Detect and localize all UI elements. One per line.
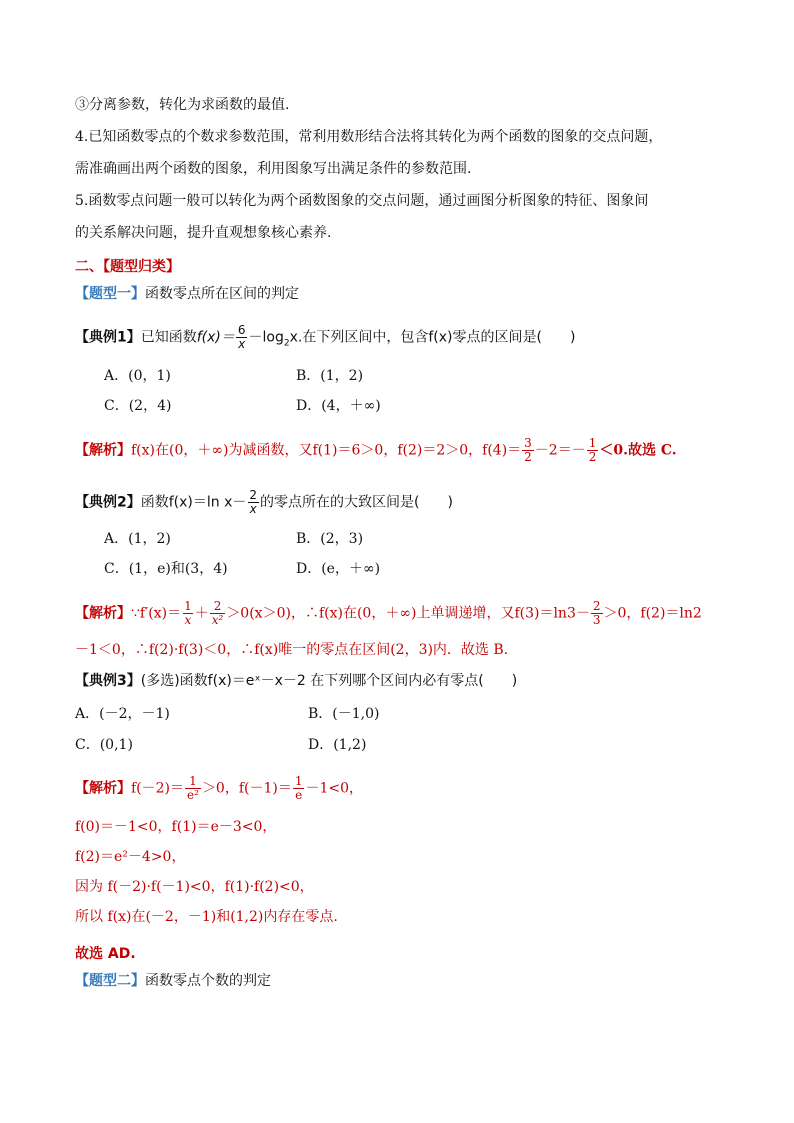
ex1-ans-post: ＜0.故选 C. bbox=[599, 442, 677, 459]
ex3-option-c: C．(0,1) bbox=[75, 737, 133, 753]
ex3-ans-f2-den: e bbox=[295, 788, 303, 802]
ex2-option-b: B．(2，3) bbox=[296, 531, 364, 547]
ex2-option-c: C．(1，e)和(3，4) bbox=[104, 561, 228, 577]
ex2-ans-frac1 bbox=[182, 600, 194, 627]
ex2-ans-p2: ＞0(x＞0)，∴f(x)在(0，＋∞)上单调递增，又f(3)＝ln3－ bbox=[226, 605, 590, 622]
ex2-ans-f3-den: 3 bbox=[592, 613, 601, 627]
ex2-tag: 【典例2】 bbox=[75, 494, 141, 511]
type2-header bbox=[75, 972, 271, 990]
ex1-q-log: －log bbox=[248, 329, 284, 346]
type2-tag: 【题型二】 bbox=[75, 973, 145, 989]
type1-title: 函数零点所在区间的判定 bbox=[145, 286, 299, 302]
intro-item-4-line2: 需准确画出两个函数的图象，利用图象写出满足条件的参数范围. bbox=[75, 161, 472, 177]
ex2-answer-line1 bbox=[75, 600, 702, 627]
ex3-ans-frac2 bbox=[293, 775, 305, 802]
ex1-option-b: B．(1，2) bbox=[296, 368, 364, 384]
ex2-ans-frac3 bbox=[591, 600, 603, 627]
ex2-q-post: 的零点所在的大致区间是( ) bbox=[260, 494, 453, 511]
ex2-frac-den: x bbox=[249, 502, 257, 516]
ex2-ans-p1: ∵f′(x)＝ bbox=[131, 605, 182, 622]
ex1-option-d: D．(4，＋∞) bbox=[296, 398, 381, 414]
ex1-option-c: C．(2，4) bbox=[104, 398, 172, 414]
section-heading: 二、【题型归类】 bbox=[75, 259, 180, 275]
ex1-ans-pre: f(x)在(0，＋∞)为减函数，又f(1)＝6＞0，f(2)＝2＞0，f(4)＝ bbox=[131, 442, 522, 459]
ex2-q-pre: 函数f(x)＝ln x－ bbox=[140, 494, 247, 511]
type2-title: 函数零点个数的判定 bbox=[145, 973, 271, 989]
ex1-ans-mid: －2＝－ bbox=[534, 442, 586, 459]
ex3-answer-line2: f(0)＝－1<0，f(1)＝e－3<0， bbox=[75, 819, 277, 835]
ex3-tag: 【典例3】 bbox=[75, 673, 141, 689]
ex3-answer-tag: 【解析】 bbox=[75, 780, 131, 797]
ex3-answer-line5: 所以 f(x)在(－2，－1)和(1,2)内存在零点. bbox=[75, 909, 338, 925]
ex3-q: (多选)函数f(x)＝eˣ－x－2 在下列哪个区间内必有零点( ) bbox=[140, 673, 518, 689]
ex1-answer-tag: 【解析】 bbox=[75, 442, 131, 459]
ex2-ans-frac2 bbox=[210, 600, 226, 627]
ex1-q-pre: 已知函数 bbox=[140, 329, 197, 346]
ex2-ans-f1-den: x bbox=[184, 613, 192, 627]
ex3-option-b: B．(－1,0) bbox=[308, 706, 380, 722]
ex2-answer-line2: －1＜0，∴f(2)·f(3)＜0，∴f(x)唯一的零点在区间(2，3)内．故选 B. bbox=[75, 642, 509, 658]
ex3-ans-p3: －1<0， bbox=[305, 780, 364, 797]
ex3-answer-line1 bbox=[75, 775, 363, 802]
ex3-option-a: A．(－2，－1) bbox=[75, 706, 170, 722]
ex1-tag: 【典例1】 bbox=[75, 329, 141, 346]
ex2-ans-plus: ＋ bbox=[194, 605, 209, 622]
intro-item-3: ③分离参数，转化为求函数的最值. bbox=[75, 97, 290, 113]
ex2-question bbox=[75, 489, 453, 516]
ex1-fraction bbox=[236, 324, 248, 351]
ex2-ans-f2-num: 2 bbox=[213, 599, 222, 613]
ex2-answer-tag: 【解析】 bbox=[75, 605, 131, 622]
ex3-answer-line3: f(2)＝e²－4>0， bbox=[75, 849, 186, 865]
ex1-ans-frac1 bbox=[522, 437, 534, 464]
intro-item-5-line1: 5.函数零点问题一般可以转化为两个函数图象的交点问题，通过画图分析图象的特征、图象间 bbox=[75, 193, 649, 209]
ex3-answer-line4: 因为 f(－2)·f(－1)<0，f(1)·f(2)<0， bbox=[75, 879, 314, 895]
ex1-frac-den: x bbox=[238, 337, 246, 351]
ex1-ans-frac1-den: 2 bbox=[524, 450, 532, 464]
ex1-f: f(x)＝ bbox=[196, 329, 235, 346]
ex3-ans-f1-num: 1 bbox=[189, 774, 197, 788]
ex1-frac-num: 6 bbox=[237, 323, 246, 337]
ex2-ans-p3: ＞0，f(2)＝ln2 bbox=[603, 605, 702, 622]
ex2-ans-f2-den: x² bbox=[211, 613, 224, 627]
ex1-q-post: x.在下列区间中，包含f(x)零点的区间是( ) bbox=[289, 329, 576, 346]
ex2-fraction bbox=[247, 489, 259, 516]
ex3-ans-f1-den: e² bbox=[187, 788, 199, 802]
ex3-option-d: D．(1,2) bbox=[308, 737, 367, 753]
ex1-log-sub: 2 bbox=[283, 338, 290, 349]
ex3-ans-f2-num: 1 bbox=[294, 774, 303, 788]
type1-tag: 【题型一】 bbox=[75, 286, 145, 302]
ex3-ans-p2: ＞0，f(－1)＝ bbox=[201, 780, 292, 797]
ex3-ans-p1: f(－2)＝ bbox=[131, 780, 185, 797]
ex1-answer bbox=[75, 437, 677, 464]
ex2-ans-f1-num: 1 bbox=[184, 599, 192, 613]
ex3-question bbox=[75, 672, 517, 690]
ex1-option-a: A．(0，1) bbox=[104, 368, 171, 384]
ex1-ans-frac2-den: 2 bbox=[588, 450, 597, 464]
ex1-ans-frac2-num: 1 bbox=[588, 436, 597, 450]
ex1-ans-frac2 bbox=[587, 437, 599, 464]
intro-item-4-line1: 4.已知函数零点的个数求参数范围，常利用数形结合法将其转化为两个函数的图象的交点问题， bbox=[75, 129, 663, 145]
ex2-option-a: A．(1，2) bbox=[104, 531, 171, 547]
ex3-ans-frac1 bbox=[185, 775, 201, 802]
ex3-conclusion: 故选 AD. bbox=[75, 946, 136, 962]
ex2-ans-f3-num: 2 bbox=[592, 599, 601, 613]
intro-item-5-line2: 的关系解决问题，提升直观想象核心素养. bbox=[75, 225, 332, 241]
ex1-ans-frac1-num: 3 bbox=[524, 436, 532, 450]
ex2-option-d: D．(e，＋∞) bbox=[296, 561, 381, 577]
type1-header bbox=[75, 285, 299, 303]
ex2-frac-num: 2 bbox=[249, 488, 258, 502]
ex1-question bbox=[75, 324, 575, 351]
